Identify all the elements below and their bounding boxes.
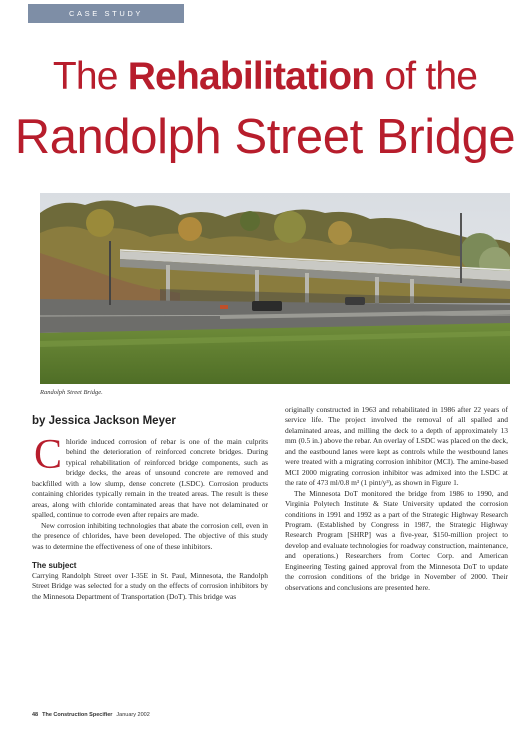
article-paragraph-4: originally constructed in 1963 and rehabilitated in 1986 after 22 years of service life. The project involved the removal of all spalled and delaminated areas, and milling the deck to a depth of approximately 13 mm (0.5 in.) above the rebar. An overlay of LSDC was placed on the deck, and the eastbound lanes were kept as controls while the westbound lanes were treated with a migrating corrosion inhibitor (MCI). The amine-based MCI 2000 migrating corrosion inhibitor was admixed into the LSDC at the rate of 473 ml/0.8 m³ (1 pint/y³), as shown in Figure 1. — [285, 405, 508, 488]
photo-caption: Randolph Street Bridge. — [40, 389, 103, 396]
issue-date: January 2002 — [116, 712, 150, 718]
article-column-left — [32, 405, 268, 602]
title-word-the: The — [52, 55, 128, 98]
article-title-line1 — [0, 57, 530, 96]
article-paragraph-3: Carrying Randolph Street over I-35E in St. Paul, Minnesota, the Randolph Street Bridge was selected for a study on the effects of corrosion inhibitors by the Minnesota Department of Transportation (DoT). This bridge was — [32, 570, 268, 601]
section-tag-label: CASE STUDY — [69, 9, 143, 18]
title-word-of-the: of the — [374, 55, 478, 98]
title-word-rehabilitation: Rehabilitation — [127, 55, 375, 98]
page-footer — [32, 712, 150, 718]
article-paragraph-2: New corrosion inhibiting technologies that abate the corrosion cell, even in the presence of chlorides, have been developed. The objective of this study was to determine the effectiveness of one of these inhibitors. — [32, 520, 268, 551]
article-paragraph-1 — [32, 432, 268, 521]
section-tag — [28, 4, 184, 23]
byline: by Jessica Jackson Meyer — [32, 415, 176, 427]
paragraph-1-text: hloride induced corrosion of rebar is one of the main culprits behind the deterioration of reinforced concrete bridges. During typical rehabilitation of reinforced bridge components, such as bridge decks, the areas of unsound concrete are removed and backfilled with a low slump, dense concrete (LSDC). Corrosion products containing chlorides typically remain in the treated areas. The result is these areas, along with chloride contaminated areas that have not delaminated or spalled, continue to corrode even after repairs are made. — [32, 437, 268, 520]
page-number: 48 — [32, 712, 39, 718]
drop-cap: C — [34, 432, 63, 478]
article-title-line2: Randolph Street Bridge — [14, 110, 516, 164]
section-heading: The subject — [32, 560, 77, 570]
bridge-photo — [40, 193, 510, 384]
article-paragraph-5: The Minnesota DoT monitored the bridge from 1986 to 1990, and Virginia Polytech Institute & State University updated the corrosion conditions in 1991 and 1992 as a part of the Strategic Highway Research Program. (Established by Congress in 1987, the Strategic Highway Research Program [SHRP] was a five-year, $150-million project to develop and evaluate technologies for roadway construction, maintenance, and operations.) Researchers from Cortec Corp. and American Engineering Testing gained approval from the Minnesota DoT to update the corrosion conditions of the bridge in November of 2000. Their observations and conclusions are presented here. — [285, 488, 508, 592]
magazine-name: The Construction Specifier — [42, 712, 113, 718]
article-column-right — [285, 405, 508, 593]
